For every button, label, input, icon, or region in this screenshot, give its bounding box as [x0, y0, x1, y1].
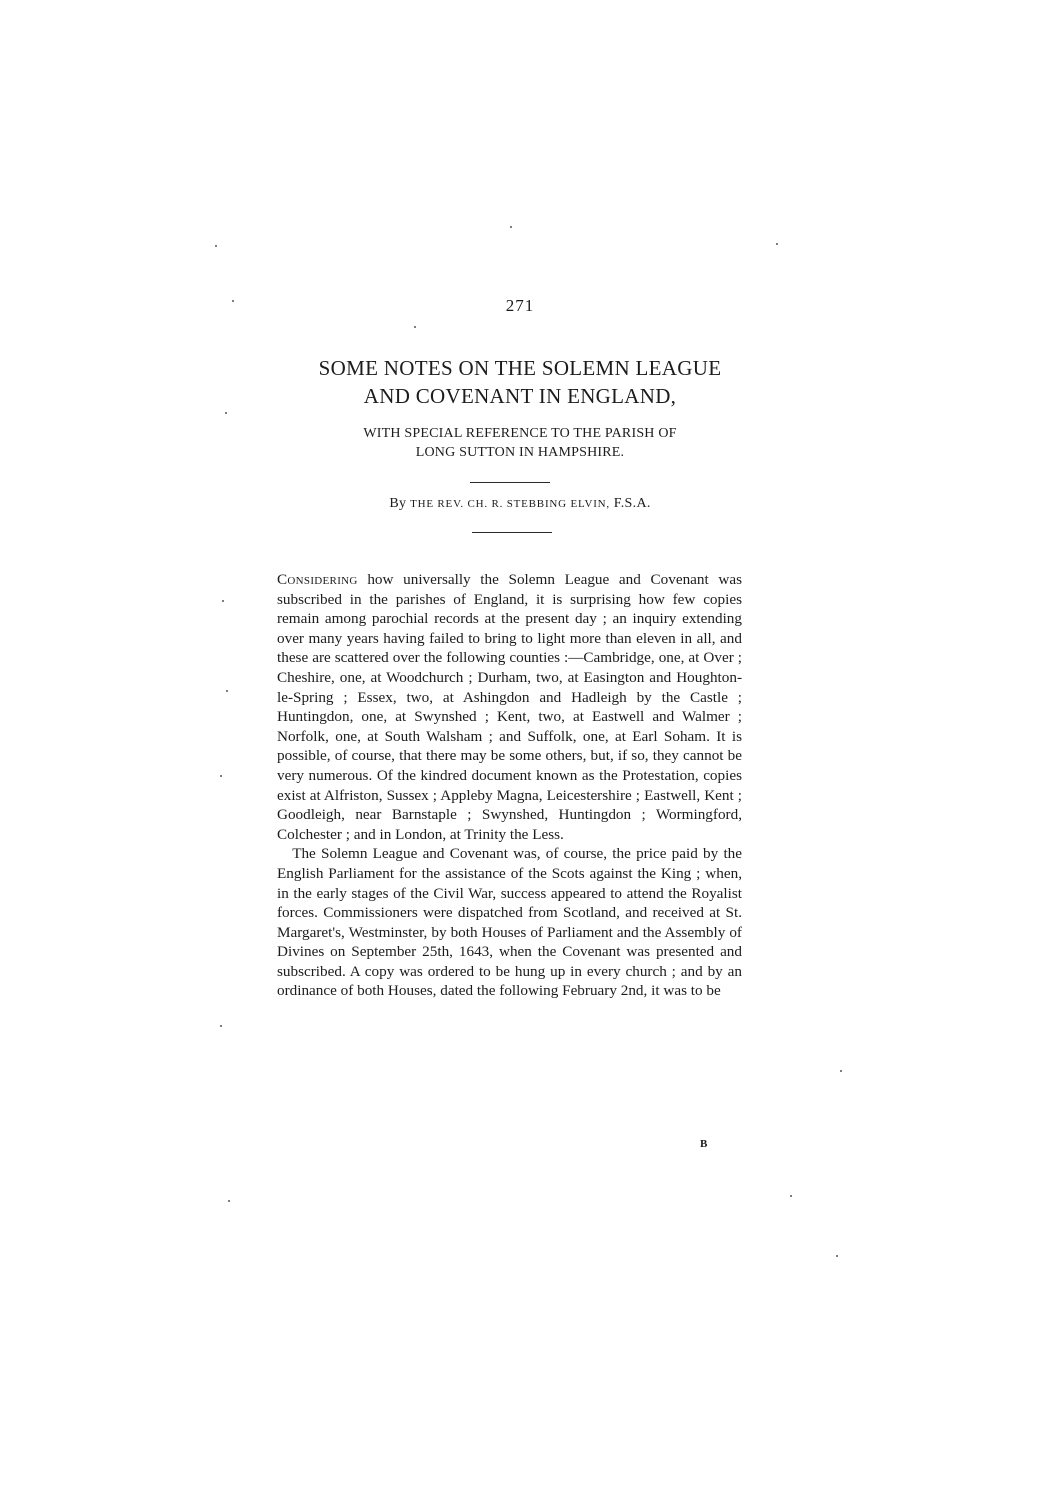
divider-bottom [472, 532, 552, 533]
title-line-1: SOME NOTES ON THE SOLEMN LEAGUE [318, 356, 722, 380]
scan-speck [228, 1200, 230, 1202]
scan-speck [220, 775, 222, 777]
page-number: 271 [505, 296, 535, 315]
scan-speck [225, 412, 227, 414]
article-subtitle [0, 424, 1040, 462]
byline-suffix: F.S.A. [613, 496, 651, 511]
scan-speck [414, 326, 416, 328]
paragraph-1-lead: Considering [277, 571, 358, 588]
scan-speck [836, 1255, 838, 1257]
divider-top [470, 482, 550, 483]
scan-speck [840, 1070, 842, 1072]
scan-speck [215, 245, 217, 247]
article-title [0, 354, 1040, 410]
article-body [277, 570, 742, 1001]
paragraph-1-text: how universally the Solemn League and Covenant was subscribed in the parishes of England, it is surprising how few copies remain among parochial records at the present day ; an inquiry extending over many years having failed to bring to light more than eleven in all, and these are scattered over the following counties :—Cambridge, one, at Over ; Cheshire, one, at Woodchurch ; Durham, two, at Easington and Houghton-le-Spring ; Essex, two, at Ashingdon and Hadleigh by the Castle ; Huntingdon, one, at Swynshed ; Kent, two, at Eastwell and Walmer ; Norfolk, one, at South Walsham ; and Suffolk, one, at Earl Soham. It is possible, of course, that there may be some others, but, if so, they cannot be very numerous. Of the kindred document known as the Protestation, copies exist at Alfriston, Sussex ; Appleby Magna, Leicestershire ; Eastwell, Kent ; Goodleigh, near Barnstaple ; Swynshed, Huntingdon ; Wormingford, Colchester ; and in London, at Trinity the Less. [277, 571, 743, 843]
scan-speck [226, 690, 228, 692]
paragraph-1 [277, 570, 742, 844]
scan-speck [776, 243, 778, 245]
scan-speck [232, 300, 234, 302]
scan-speck [222, 600, 224, 602]
scan-speck [510, 226, 512, 228]
scan-speck [790, 1195, 792, 1197]
subtitle-line-1: WITH SPECIAL REFERENCE TO THE PARISH OF [363, 426, 677, 441]
byline-prefix: By [389, 496, 407, 511]
scan-speck [220, 1025, 222, 1027]
byline-author: THE REV. CH. R. STEBBING ELVIN, [410, 498, 610, 510]
paragraph-2: The Solemn League and Covenant was, of course, the price paid by the English Parliament for the assistance of the Scots against the King ; when, in the early stages of the Civil War, success appeared to attend the Royalist forces. Commissioners were dispatched from Scotland, and received at St. Margaret's, Westminster, by both Houses of Parliament and the Assembly of Divines on September 25th, 1643, when the Covenant was presented and subscribed. A copy was ordered to be hung up in every church ; and by an ordinance of both Houses, dated the following February 2nd, it was to be [277, 845, 742, 1000]
subtitle-line-2: LONG SUTTON IN HAMPSHIRE. [415, 445, 625, 460]
byline [0, 496, 1040, 512]
title-line-2: AND COVENANT IN ENGLAND, [363, 384, 677, 408]
signature-mark: B [700, 1138, 708, 1150]
